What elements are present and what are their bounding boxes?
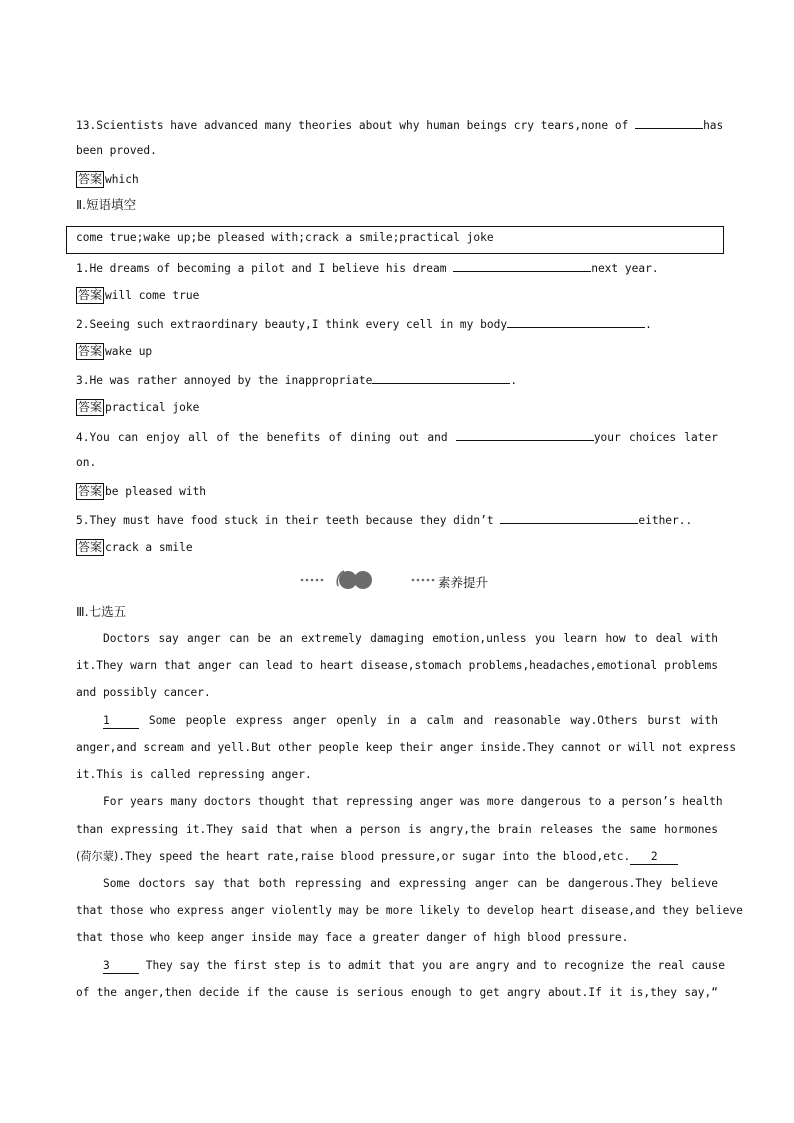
item-4-cont: on. <box>76 456 97 469</box>
q13-answer: 答案 which <box>78 172 139 186</box>
q13-blank <box>635 117 703 129</box>
item-5-answer: 答案 crack a smile <box>78 540 193 554</box>
section-3-heading: Ⅲ.七选五 <box>76 604 127 619</box>
banner-label: 素养提升 <box>438 575 489 590</box>
q13-line-2: been proved. <box>76 144 157 157</box>
section-2-heading: Ⅱ.短语填空 <box>76 197 137 212</box>
item-2: 2.Seeing such extraordinary beauty,I think every cell in my body . <box>76 318 652 331</box>
p1-line-1: Doctors say anger can be an extremely damaging emotion,unless you learn how to deal with <box>103 632 718 645</box>
p4-line-2: that those who express anger violently may be more likely to develop heart disease,and they believe <box>76 904 743 917</box>
item-1: 1.He dreams of becoming a pilot and I believe his dream next year. <box>76 262 659 275</box>
answer-label: 答案 <box>78 540 103 554</box>
item-5: 5.They must have food stuck in their teeth because they didn’t either.. <box>76 514 693 527</box>
p4-line-3: that those who keep anger inside may face a greater danger of high blood pressure. <box>76 931 629 944</box>
answer-label: 答案 <box>78 400 103 414</box>
p2-line-3: it.This is called repressing anger. <box>76 768 312 781</box>
p3-line-2: than expressing it.They said that when a person is angry,the brain releases the same hormones <box>76 823 718 836</box>
answer-label: 答案 <box>78 484 103 498</box>
item-4-answer: 答案 be pleased with <box>78 484 207 498</box>
p4-line-1: Some doctors say that both repressing and expressing anger can be dangerous.They believe <box>103 877 718 890</box>
p2-line-1: 1 Some people express anger openly in a calm and reasonable way.Others burst with <box>103 714 718 727</box>
item-3-blank <box>372 372 510 384</box>
item-4: 4.You can enjoy all of the benefits of dining out and your choices later <box>76 431 718 444</box>
item-4-blank <box>456 429 594 441</box>
p1-line-3: and possibly cancer. <box>76 686 211 699</box>
p3-line-3: (荷尔蒙).They speed the heart rate,raise blood pressure,or sugar into the blood,etc. 2 <box>76 850 718 865</box>
item-1-blank <box>453 260 591 272</box>
blank-2[interactable]: 2 <box>630 850 678 865</box>
blank-1[interactable]: 1 <box>103 714 139 729</box>
item-3: 3.He was rather annoyed by the inappropriate . <box>76 374 518 387</box>
p5-line-1: 3 They say the first step is to admit that you are angry and to recognize the real cause <box>103 959 725 972</box>
q13-line-1: 13.Scientists have advanced many theories about why human beings cry tears,none of has <box>76 119 724 132</box>
answer-label: 答案 <box>78 288 103 302</box>
item-2-answer: 答案 wake up <box>78 344 153 358</box>
answer-label: 答案 <box>78 344 103 358</box>
answer-label: 答案 <box>78 172 103 186</box>
p5-line-2: of the anger,then decide if the cause is serious enough to get angry about.If it is,they say,“ <box>76 986 718 999</box>
item-2-blank <box>507 316 645 328</box>
blank-3[interactable]: 3 <box>103 959 139 974</box>
phrase-list: come true;wake up;be pleased with;crack a smile;practical joke <box>76 231 494 244</box>
p1-line-2: it.They warn that anger can lead to heart disease,stomach problems,headaches,emotional problems <box>76 659 718 672</box>
item-1-answer: 答案 will come true <box>78 288 200 302</box>
p2-line-2: anger,and scream and yell.But other people keep their anger inside.They cannot or will not express <box>76 741 737 754</box>
item-3-answer: 答案 practical joke <box>78 400 200 414</box>
item-5-blank <box>500 512 638 524</box>
p3-line-1: For years many doctors thought that repressing anger was more dangerous to a person’s health <box>103 795 723 808</box>
